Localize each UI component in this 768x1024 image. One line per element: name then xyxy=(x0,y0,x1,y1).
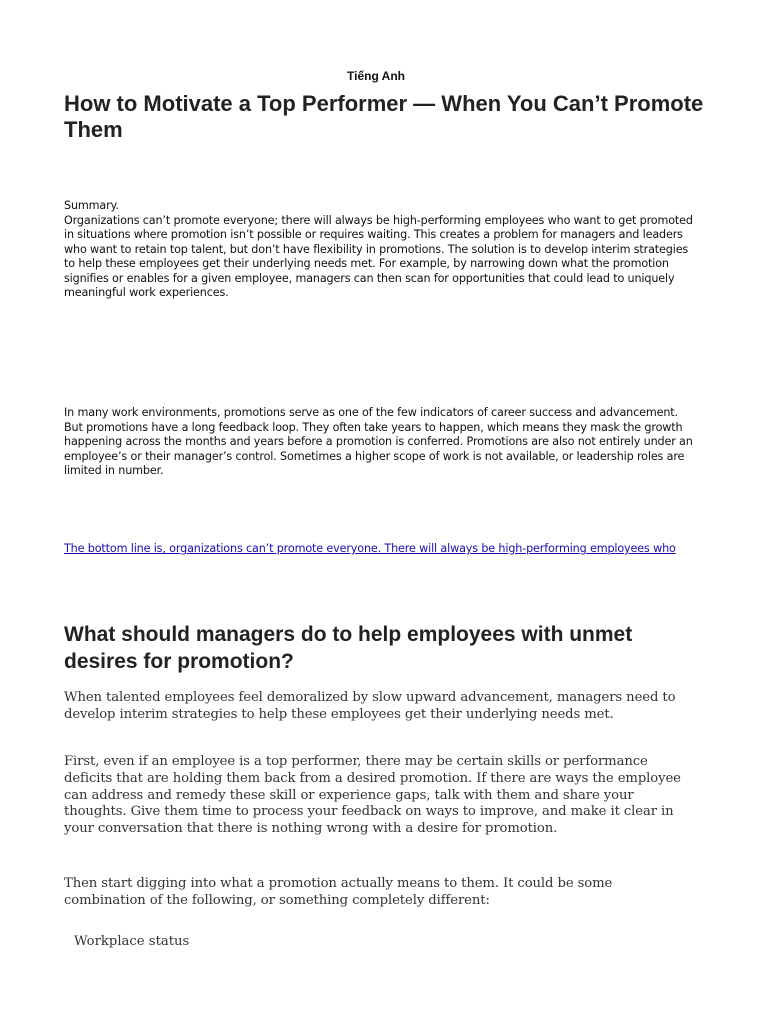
body-paragraph: Then start digging into what a promotion actually means to them. It could be some combination of the following, or something completely different: xyxy=(64,876,613,908)
summary-heading: Summary. xyxy=(64,199,119,212)
article-title: How to Motivate a Top Performer — When You Can’t Promote Them xyxy=(64,91,704,142)
list-item: Workplace status xyxy=(74,934,190,949)
body-paragraph: When talented employees feel demoralized by slow upward advancement, managers need to develop interim strategies to help these employees get their underlying needs met. xyxy=(64,690,676,722)
body-paragraph: First, even if an employee is a top performer, there may be certain skills or performance deficits that are holding them back from a desired promotion. If there are ways the employee can address and remedy these skill or experience gaps, talk with them and share your thoughts. Give them time to process your feedback on ways to improve, and make it clear in your conversation that there is nothing wrong with a desire for promotion. xyxy=(64,754,681,837)
intro-paragraph: In many work environments, promotions serve as one of the few indicators of career success and advancement. But promotions have a long feedback loop. They often take years to happen, which means they mask the growth happening across the months and years before a promotion is conferred. Promotions are also not entirely under an employee’s or their manager’s control. Sometimes a higher scope of work is not available, or leadership roles are limited in number. xyxy=(64,406,693,477)
summary-block xyxy=(64,199,694,301)
language-label: Tiếng Anh xyxy=(347,69,405,83)
bottom-line-link[interactable]: The bottom line is, organizations can’t promote everyone. There will always be high-performing employees who xyxy=(64,542,676,555)
summary-text: Organizations can’t promote everyone; there will always be high-performing employees who want to get promoted in situations where promotion isn’t possible or requires waiting. This creates a problem for managers and leaders who want to retain top talent, but don’t have flexibility in promotions. The solution is to develop interim strategies to help these employees get their underlying needs met. For example, by narrowing down what the promotion signifies or enables for a given employee, managers can then scan for opportunities that could lead to uniquely meaningful work experiences. xyxy=(64,213,693,299)
section-heading: What should managers do to help employees with unmet desires for promotion? xyxy=(64,623,633,673)
